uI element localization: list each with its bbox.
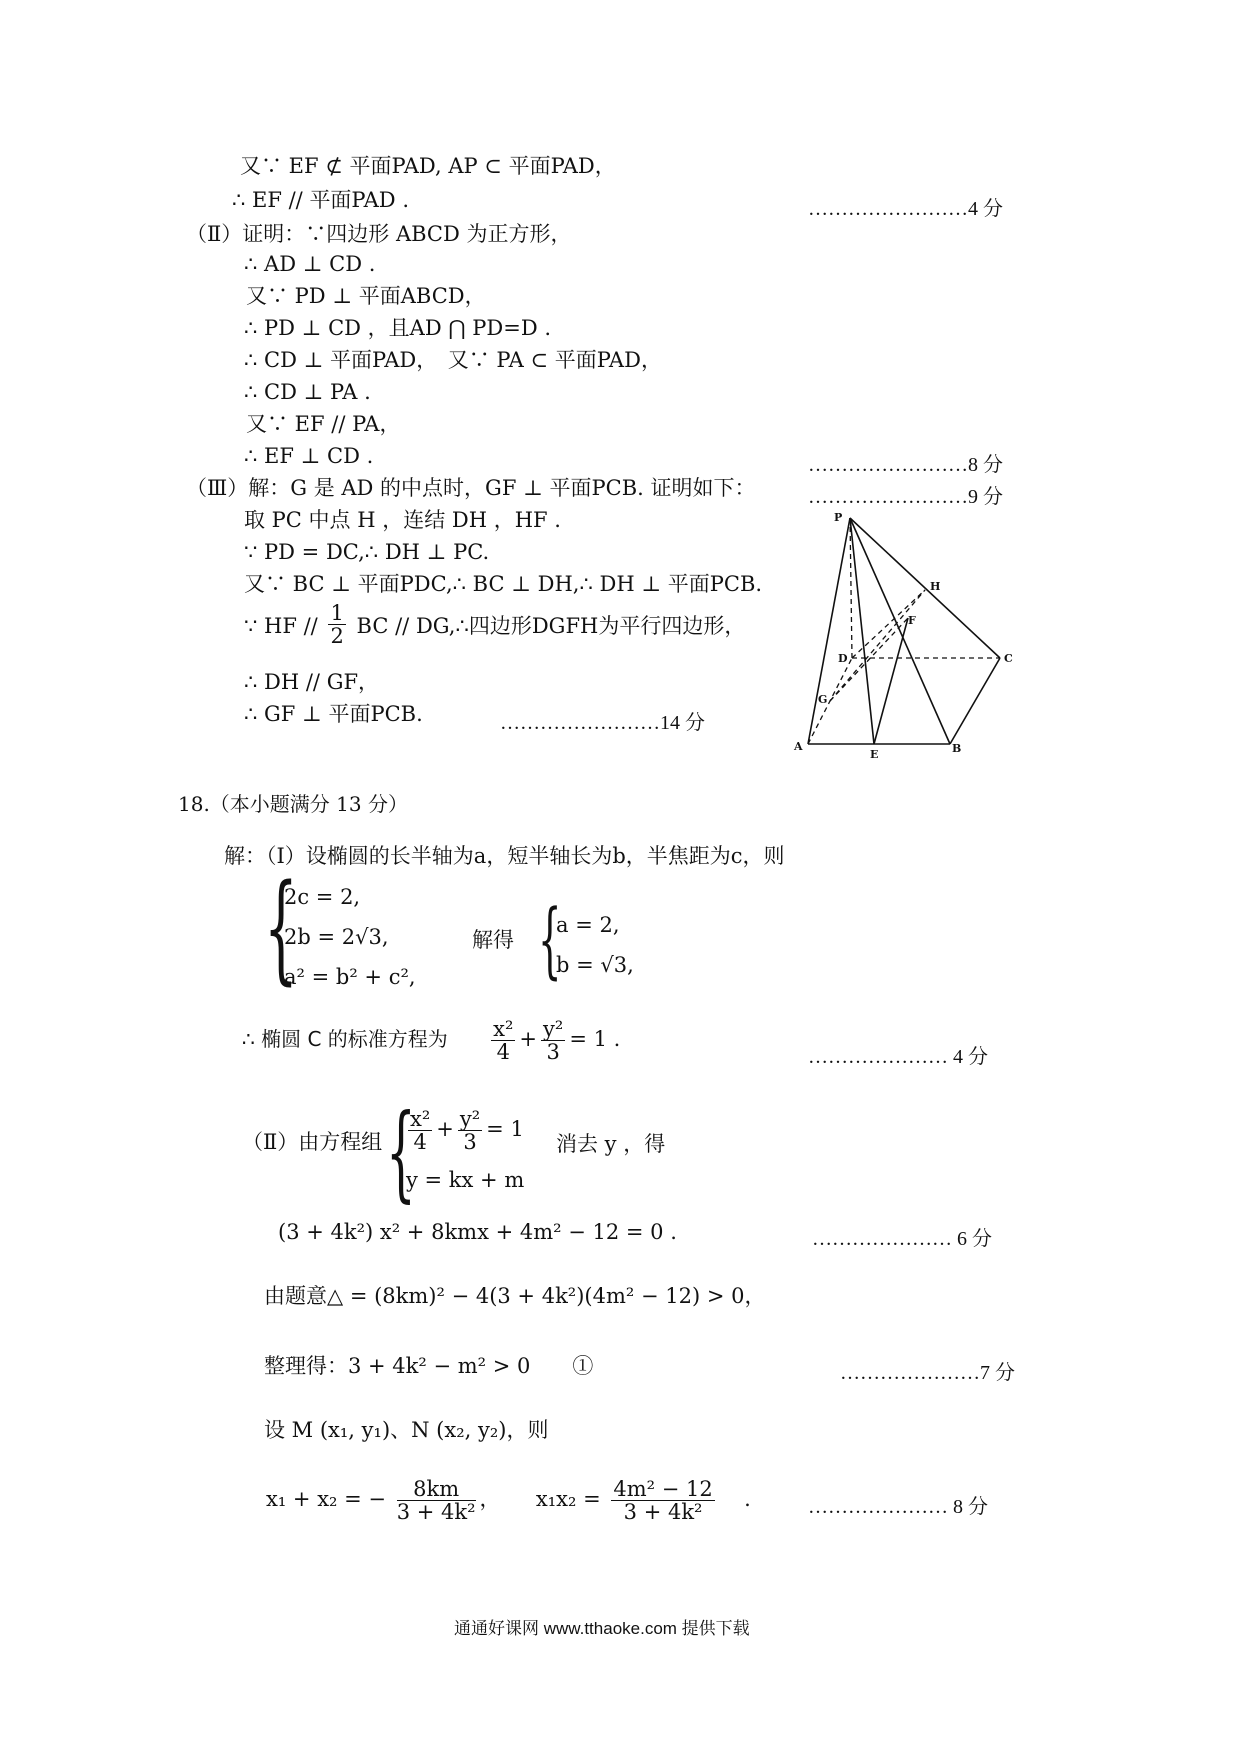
line-pd-perp-plane: 又∵ PD ⊥ 平面ABCD， <box>246 284 486 308</box>
vieta-sum-frac <box>397 1478 476 1523</box>
line-dh-parallel-gf: ∴ DH // GF， <box>244 670 380 694</box>
vieta-prod-frac <box>611 1478 714 1523</box>
line-bc-perp-plane: 又∵ BC ⊥ 平面PDC,∴ BC ⊥ DH,∴ DH ⊥ 平面PCB. <box>244 572 763 596</box>
label-d: D <box>838 652 848 665</box>
vieta-sum-num: 8km <box>397 1478 476 1501</box>
pyramid-figure <box>790 508 1030 768</box>
std-x-den: 4 <box>496 1040 510 1065</box>
question-18-heading: 18.（本小题满分 13 分） <box>178 792 408 816</box>
set-mn-line: 设 M (x₁, y₁)、N (x₂, y₂)，则 <box>264 1418 549 1442</box>
edge-pa <box>808 518 850 744</box>
standard-equation-line: ∴ 椭圆 C 的标准方程为 $\frac{\text{x²}}{4}$ + $\frac{\text{y²}}{3}$ = 1 . <box>242 1017 621 1065</box>
line-pd-perp-cd: ∴ PD ⊥ CD ，且AD ⋂ PD=D . <box>244 316 552 340</box>
vieta-prod-den: 3 + 4k² <box>623 1500 703 1525</box>
score-8-b: ………………… 8 分 <box>808 1496 988 1518</box>
score-14: ……………………14 分 <box>500 712 705 734</box>
half-num: 1 <box>330 601 344 625</box>
system2-equations <box>556 906 634 986</box>
score-4: ……………………4 分 <box>808 198 1003 220</box>
sys3-y-den: 3 <box>463 1130 477 1155</box>
score-6: ………………… 6 分 <box>812 1228 992 1250</box>
solve-label: 解得 <box>472 928 514 952</box>
label-e: E <box>870 748 879 761</box>
vieta-period: . <box>744 1487 751 1512</box>
system1-eq3: a² = b² + c², <box>284 964 416 989</box>
label-f: F <box>908 614 916 627</box>
label-g: G <box>818 693 828 706</box>
system3-eq1: $\frac{\text{x²}}{4}$ + $\frac{\text{y²}}{3}$ = 1 <box>410 1107 524 1155</box>
vieta-line: x₁ + x₂ = − $\frac{8km}{\text{3 + 4k²}}$ ， x₁x₂ = $\frac{\text{4m² − 12}}{\text{3 + 4k²}}$ . <box>266 1477 751 1525</box>
edge-pe <box>850 518 874 744</box>
line-gf-perp-plane: ∴ GF ⊥ 平面PCB. <box>244 702 423 726</box>
line-take-midpoint: 取 PC 中点 H ，连结 DH ，HF . <box>244 508 561 532</box>
edge-pc <box>850 518 1000 658</box>
line-pd-eq-dc: ∵ PD = DC,∴ DH ⊥ PC. <box>244 540 490 564</box>
line-ef-not-in-plane: 又∵ EF ⊄ 平面PAD, AP ⊂ 平面PAD， <box>240 154 616 178</box>
edge-pb <box>850 518 950 744</box>
part2-label: （Ⅱ）由方程组 <box>242 1130 383 1154</box>
score-8: ……………………8 分 <box>808 454 1003 476</box>
footer-watermark: 通通好课网 www.tthaoke.com 提供下载 <box>454 1619 750 1638</box>
simplify-line: 整理得：3 + 4k² − m² > 0 ① <box>264 1354 594 1378</box>
line-part2-heading: （Ⅱ）证明：∵四边形 ABCD 为正方形， <box>186 222 572 246</box>
segment-gh <box>830 590 925 701</box>
system2-brace: { <box>538 893 562 988</box>
line-cd-perp-pa: ∴ CD ⊥ PA . <box>244 380 371 404</box>
system1-eq2: 2b = 2√3, <box>284 924 389 949</box>
std-frac-x <box>491 1018 515 1063</box>
std-y-den: 3 <box>546 1040 560 1065</box>
sys3-eq1-rest: = 1 <box>486 1117 524 1142</box>
discriminant-line: 由题意△ = (8km)² − 4(3 + 4k²)(4m² − 12) > 0， <box>264 1284 766 1308</box>
std-rest: = 1 . <box>569 1027 621 1052</box>
solution-part1-intro: 解：（Ⅰ）设椭圆的长半轴为a，短半轴长为b，半焦距为c，则 <box>224 844 785 868</box>
vieta-sum-den: 3 + 4k² <box>396 1500 476 1525</box>
vieta-sum-left: x₁ + x₂ = − <box>266 1487 387 1512</box>
half-den: 2 <box>330 624 344 649</box>
line-ef-perp-cd: ∴ EF ⊥ CD . <box>244 444 374 468</box>
line-ad-perp-cd: ∴ AD ⊥ CD . <box>244 252 376 276</box>
half-fraction <box>328 602 345 647</box>
sys3-x-num: x² <box>410 1107 431 1131</box>
std-y-num: y² <box>543 1017 564 1041</box>
edge-bc <box>950 658 1000 744</box>
parallel-eq-sign-2: // <box>395 614 410 639</box>
std-frac-y <box>541 1018 565 1063</box>
dg-text: DG,∴四边形DGFH为平行四边形， <box>415 614 746 639</box>
sys3-frac-y <box>458 1108 482 1153</box>
label-h: H <box>930 580 941 593</box>
sys3-y-num: y² <box>459 1107 481 1131</box>
label-b: B <box>952 742 962 755</box>
line-cd-perp-plane: ∴ CD ⊥ 平面PAD， 又∵ PA ⊂ 平面PAD， <box>244 348 662 372</box>
parallel-eq-sign: // <box>303 614 318 639</box>
system2-eq1: a = 2, <box>556 913 620 937</box>
score-9: ……………………9 分 <box>808 486 1003 508</box>
hf-text: ∵ HF <box>244 614 297 639</box>
sys3-x-den: 4 <box>413 1130 427 1155</box>
std-x-num: x² <box>493 1017 514 1041</box>
line-part3-heading: （Ⅲ）解：G 是 AD 的中点时，GF ⊥ 平面PCB. 证明如下： <box>186 476 756 500</box>
label-p: P <box>834 511 843 524</box>
label-a: A <box>794 740 803 753</box>
segment-ef <box>874 618 908 744</box>
eliminate-y: 消去 y ，得 <box>556 1132 666 1156</box>
line-parallelogram <box>244 601 746 649</box>
std-label: ∴ 椭圆 C 的标准方程为 <box>242 1027 448 1052</box>
sys3-frac-x <box>408 1108 432 1153</box>
score-4-b: ………………… 4 分 <box>808 1046 988 1068</box>
system3-brace: { <box>386 1091 416 1213</box>
system1-eq1: 2c = 2, <box>284 885 361 909</box>
vieta-prod-num: 4m² − 12 <box>613 1477 713 1501</box>
bc-text: BC <box>356 614 389 639</box>
system1-brace: { <box>264 858 298 996</box>
line-ef-parallel-plane: ∴ EF // 平面PAD . <box>232 188 409 212</box>
system3-eq2: y = kx + m <box>406 1168 525 1192</box>
label-c: C <box>1004 652 1013 665</box>
vieta-prod-left: x₁x₂ = <box>535 1487 601 1512</box>
system2-eq2: b = √3, <box>556 952 634 977</box>
score-7: …………………7 分 <box>840 1362 1015 1384</box>
quadratic-equation: (3 + 4k²) x² + 8kmx + 4m² − 12 = 0 . <box>278 1220 677 1244</box>
system1-equations <box>284 878 416 998</box>
line-ef-parallel-pa: 又∵ EF // PA， <box>246 412 401 436</box>
